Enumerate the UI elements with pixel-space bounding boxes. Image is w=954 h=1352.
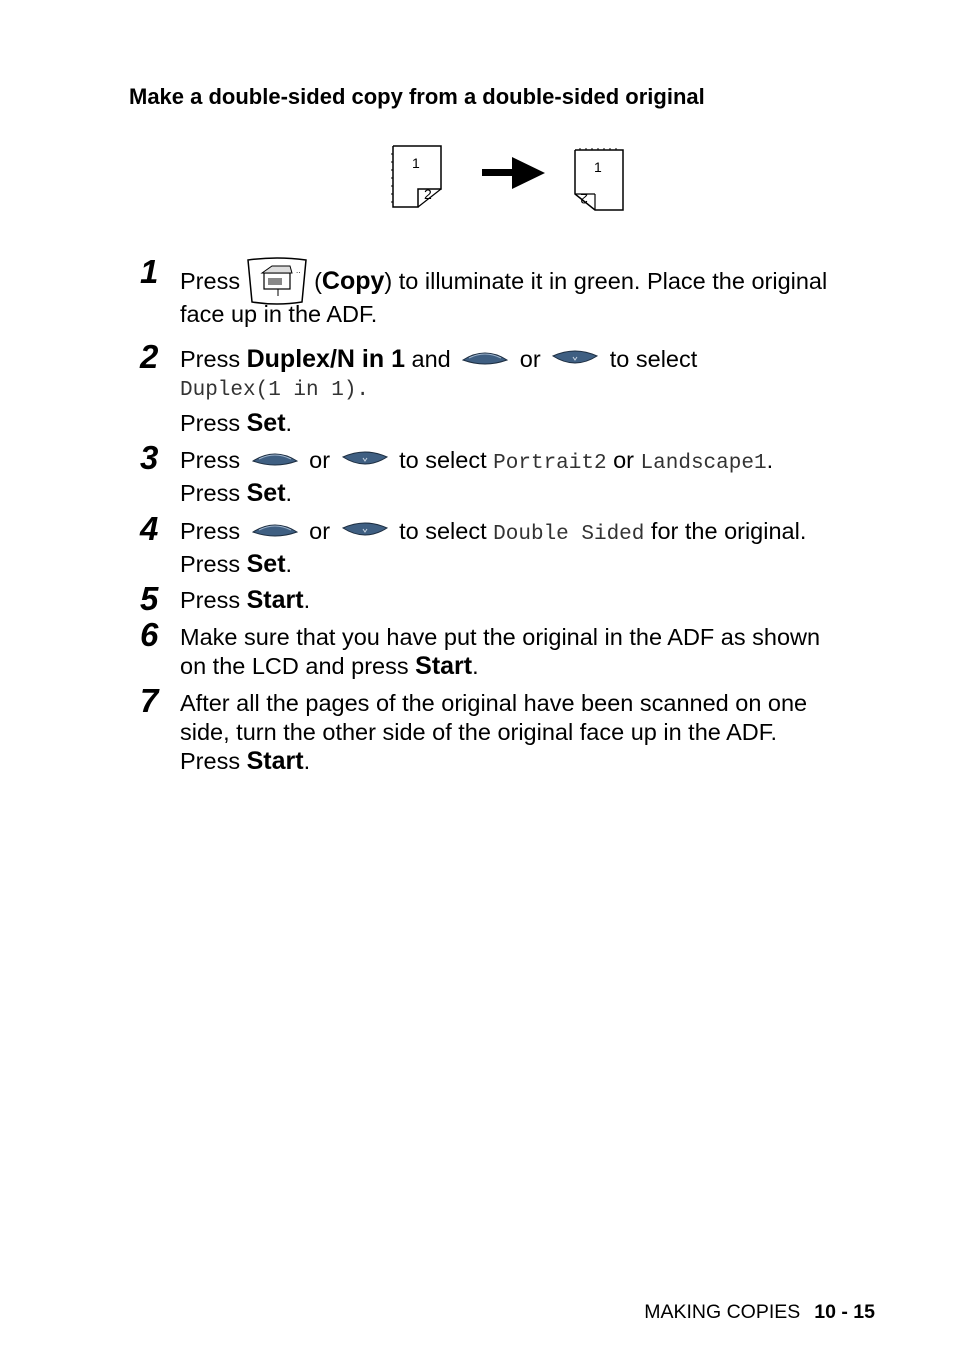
step-text: Press bbox=[180, 551, 247, 577]
nav-down-key-icon bbox=[341, 449, 389, 469]
step-number: 4 bbox=[140, 510, 159, 547]
step-text: . bbox=[766, 447, 774, 473]
step-text: on the LCD and press bbox=[180, 653, 416, 679]
step-line bbox=[180, 746, 310, 776]
step-number: 7 bbox=[140, 682, 159, 719]
lcd-text: Portrait2 bbox=[493, 452, 607, 475]
step-text: for the original. bbox=[644, 518, 807, 544]
step-line bbox=[180, 344, 697, 374]
step-line: After all the pages of the original have been scanned on one bbox=[180, 690, 808, 716]
source-back-number: 2 bbox=[424, 186, 432, 202]
target-front-number: 1 bbox=[594, 159, 602, 175]
nav-up-key-icon bbox=[251, 520, 299, 540]
step-text: or bbox=[309, 518, 331, 544]
step-text: or bbox=[519, 346, 541, 372]
step-line bbox=[180, 651, 479, 681]
step-text: or bbox=[606, 447, 641, 473]
step-text: Press bbox=[180, 447, 241, 473]
start-key-label: Start bbox=[246, 747, 304, 775]
step-text: . bbox=[303, 587, 311, 613]
step-number: 5 bbox=[140, 580, 159, 617]
step-text: . bbox=[285, 480, 293, 506]
step-text: . bbox=[285, 551, 293, 577]
step-number: 6 bbox=[140, 616, 159, 653]
lcd-text: Landscape1 bbox=[640, 452, 767, 475]
step-text: Press bbox=[180, 748, 247, 774]
step-text: Press bbox=[180, 518, 241, 544]
page-footer bbox=[644, 1301, 875, 1324]
nav-up-key-icon bbox=[251, 449, 299, 469]
target-page-icon bbox=[575, 148, 623, 210]
step-line: side, turn the other side of the original face up in the ADF. bbox=[180, 719, 778, 745]
nav-down-key-icon bbox=[551, 348, 599, 368]
step-text: Press bbox=[180, 268, 241, 295]
step-text: . bbox=[303, 748, 311, 774]
lcd-text: Duplex(1 in 1). bbox=[180, 379, 370, 402]
set-key-label: Set bbox=[246, 409, 286, 437]
duplex-diagram bbox=[388, 142, 628, 214]
step-text: to select bbox=[399, 447, 494, 473]
start-key-label: Start bbox=[246, 586, 304, 614]
step-text: Press bbox=[180, 346, 247, 372]
svg-text:..: .. bbox=[296, 266, 301, 275]
step-number: 1 bbox=[140, 253, 159, 290]
target-back-number: 2 bbox=[580, 191, 588, 207]
step-line bbox=[180, 516, 806, 550]
step-text: to select bbox=[609, 346, 698, 372]
page-number: 10 - 15 bbox=[814, 1301, 875, 1323]
nav-down-key-icon bbox=[341, 520, 389, 540]
step-line bbox=[180, 549, 292, 579]
footer-section: MAKING COPIES bbox=[644, 1301, 801, 1323]
step-line bbox=[180, 478, 292, 508]
step-text: Press bbox=[180, 587, 247, 613]
copy-key-label: Copy bbox=[321, 267, 385, 296]
page-heading: Make a double-sided copy from a double-sided original bbox=[129, 84, 705, 109]
step-number: 2 bbox=[140, 338, 159, 375]
step-line: Make sure that you have put the original in the ADF as shown bbox=[180, 624, 821, 650]
step-text: . bbox=[285, 410, 293, 436]
step-text: and bbox=[411, 346, 451, 372]
step-text: to select bbox=[399, 518, 494, 544]
set-key-label: Set bbox=[246, 550, 286, 578]
nav-up-key-icon bbox=[461, 348, 509, 368]
arrow-right-icon bbox=[482, 157, 545, 189]
source-front-number: 1 bbox=[412, 155, 420, 171]
step-text: . bbox=[472, 653, 479, 679]
step-text: Press bbox=[180, 480, 247, 506]
duplex-key-label: Duplex/N in 1 bbox=[246, 345, 405, 373]
step-line bbox=[180, 445, 773, 479]
step-text: ( bbox=[314, 268, 322, 295]
lcd-text: Double Sided bbox=[493, 523, 645, 546]
step-line: face up in the ADF. bbox=[180, 301, 378, 327]
source-page-icon bbox=[391, 146, 441, 207]
start-key-label: Start bbox=[415, 652, 473, 680]
step-line bbox=[180, 585, 310, 615]
step-line bbox=[180, 408, 292, 438]
step-number: 3 bbox=[140, 439, 159, 476]
set-key-label: Set bbox=[246, 479, 286, 507]
step-text: ) to illuminate it in green. Place the original bbox=[384, 268, 828, 295]
step-text: Press bbox=[180, 410, 247, 436]
step-text: or bbox=[309, 447, 331, 473]
